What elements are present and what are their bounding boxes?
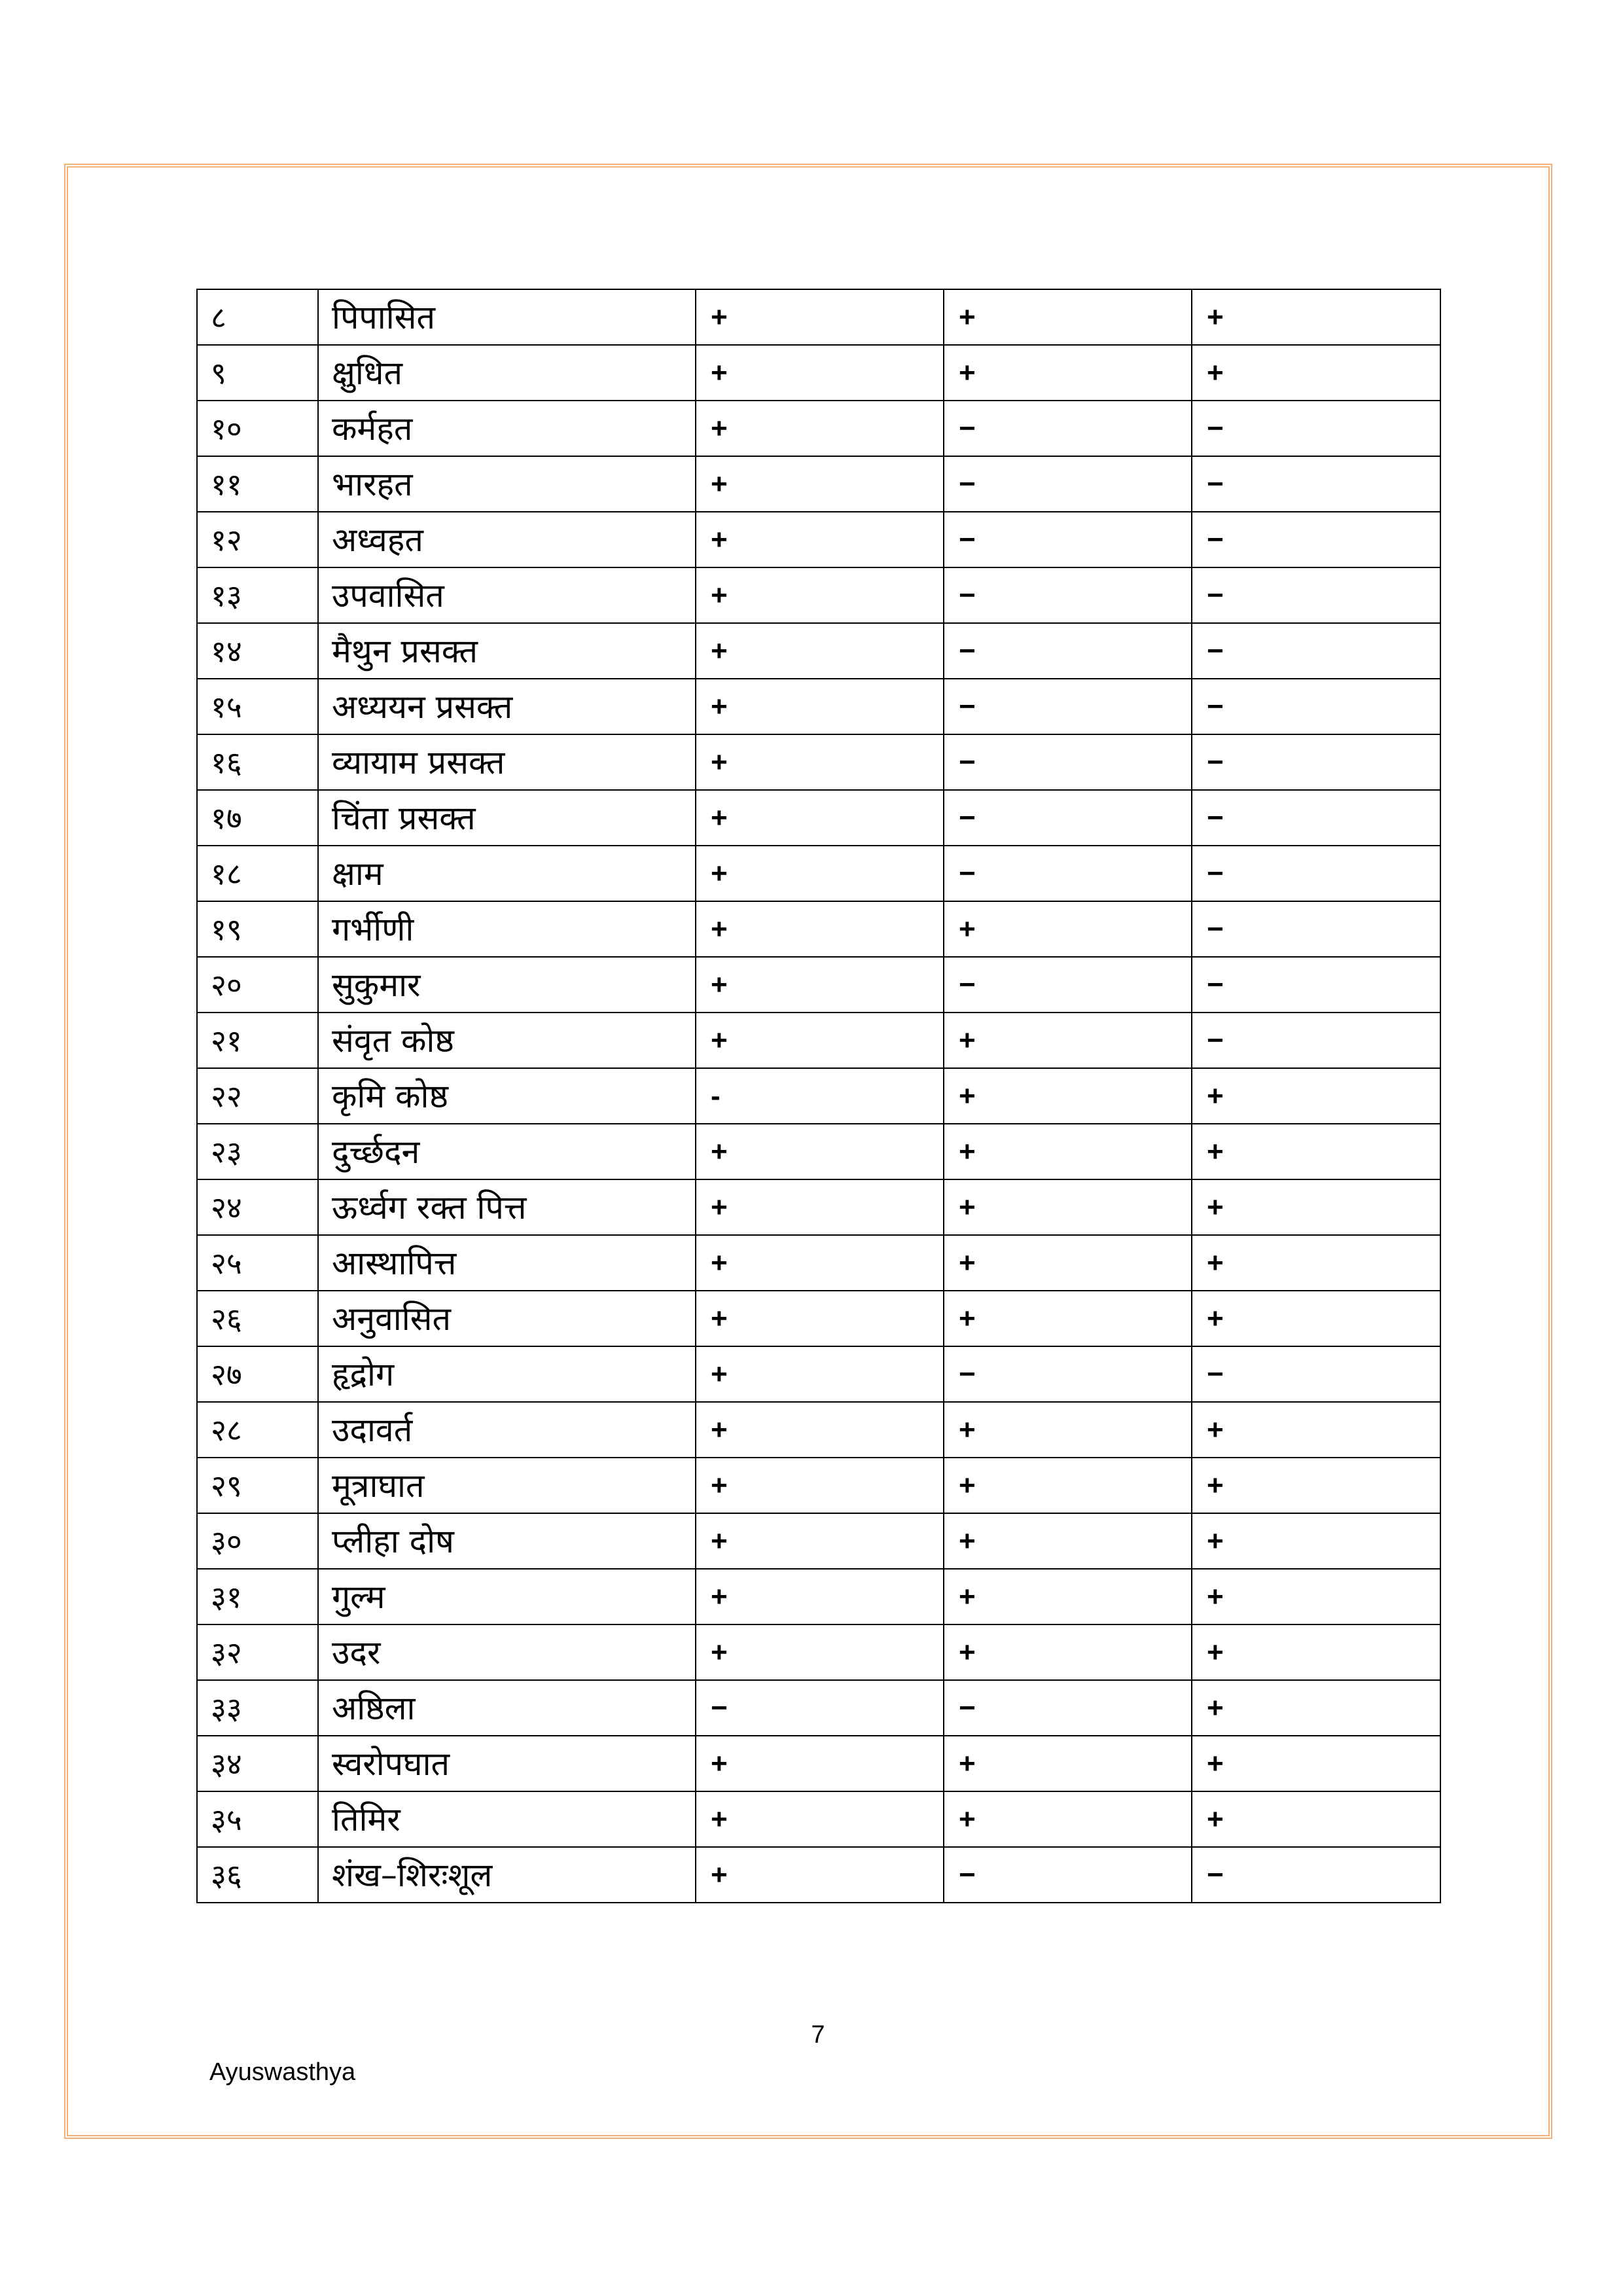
condition-name-cell: उदावर्त xyxy=(318,1402,696,1458)
mark-cell-1: + xyxy=(696,623,944,679)
mark-cell-2: + xyxy=(944,1513,1192,1569)
table-row xyxy=(197,679,1440,734)
condition-name-cell: अध्वहत xyxy=(318,512,696,567)
mark-cell-2: + xyxy=(944,1402,1192,1458)
condition-name-cell: अनुवासित xyxy=(318,1291,696,1346)
mark-cell-3: + xyxy=(1192,1402,1440,1458)
mark-cell-2: − xyxy=(944,790,1192,846)
table-row xyxy=(197,1736,1440,1791)
condition-name-cell: तिमिर xyxy=(318,1791,696,1847)
data-table xyxy=(196,289,1441,1903)
mark-cell-3: − xyxy=(1192,846,1440,901)
mark-cell-1: + xyxy=(696,901,944,957)
mark-cell-3: + xyxy=(1192,1291,1440,1346)
row-number-cell: ८ xyxy=(197,289,318,345)
mark-cell-2: − xyxy=(944,679,1192,734)
mark-cell-3: − xyxy=(1192,790,1440,846)
mark-cell-2: + xyxy=(944,901,1192,957)
condition-name-cell: कृमि कोष्ठ xyxy=(318,1068,696,1124)
condition-name-cell: क्षाम xyxy=(318,846,696,901)
condition-name-cell: गुल्म xyxy=(318,1569,696,1624)
mark-cell-3: + xyxy=(1192,1513,1440,1569)
mark-cell-3: − xyxy=(1192,901,1440,957)
mark-cell-1: + xyxy=(696,289,944,345)
mark-cell-2: + xyxy=(944,1179,1192,1235)
row-number-cell: १५ xyxy=(197,679,318,734)
condition-name-cell: अष्ठिला xyxy=(318,1680,696,1736)
mark-cell-3: + xyxy=(1192,1458,1440,1513)
mark-cell-2: − xyxy=(944,567,1192,623)
mark-cell-1: + xyxy=(696,679,944,734)
table-row xyxy=(197,1291,1440,1346)
mark-cell-3: − xyxy=(1192,623,1440,679)
mark-cell-3: − xyxy=(1192,512,1440,567)
table-row xyxy=(197,846,1440,901)
row-number-cell: २१ xyxy=(197,1013,318,1068)
condition-name-cell: दुर्च्छदन xyxy=(318,1124,696,1179)
condition-name-cell: उपवासित xyxy=(318,567,696,623)
row-number-cell: २३ xyxy=(197,1124,318,1179)
mark-cell-2: − xyxy=(944,623,1192,679)
mark-cell-3: − xyxy=(1192,957,1440,1013)
mark-cell-1: + xyxy=(696,1124,944,1179)
mark-cell-3: + xyxy=(1192,1791,1440,1847)
row-number-cell: ३६ xyxy=(197,1847,318,1903)
mark-cell-1: + xyxy=(696,790,944,846)
mark-cell-2: − xyxy=(944,512,1192,567)
mark-cell-2: − xyxy=(944,456,1192,512)
mark-cell-2: − xyxy=(944,734,1192,790)
mark-cell-1: + xyxy=(696,1179,944,1235)
row-number-cell: २५ xyxy=(197,1235,318,1291)
mark-cell-3: + xyxy=(1192,1624,1440,1680)
mark-cell-3: + xyxy=(1192,289,1440,345)
mark-cell-3: + xyxy=(1192,1068,1440,1124)
mark-cell-1: + xyxy=(696,846,944,901)
mark-cell-2: − xyxy=(944,846,1192,901)
condition-name-cell: गर्भीणी xyxy=(318,901,696,957)
table-row xyxy=(197,1124,1440,1179)
mark-cell-2: + xyxy=(944,1235,1192,1291)
mark-cell-1: + xyxy=(696,1624,944,1680)
mark-cell-3: + xyxy=(1192,1736,1440,1791)
mark-cell-2: + xyxy=(944,1124,1192,1179)
mark-cell-1: + xyxy=(696,1458,944,1513)
row-number-cell: ३५ xyxy=(197,1791,318,1847)
mark-cell-2: + xyxy=(944,345,1192,401)
mark-cell-1: + xyxy=(696,957,944,1013)
table-row xyxy=(197,1513,1440,1569)
row-number-cell: २८ xyxy=(197,1402,318,1458)
mark-cell-3: − xyxy=(1192,734,1440,790)
condition-name-cell: पिपासित xyxy=(318,289,696,345)
mark-cell-2: + xyxy=(944,1791,1192,1847)
mark-cell-1: − xyxy=(696,1680,944,1736)
row-number-cell: २६ xyxy=(197,1291,318,1346)
table-row xyxy=(197,1680,1440,1736)
table-row xyxy=(197,734,1440,790)
footer-text: Ayuswasthya xyxy=(209,2058,356,2086)
row-number-cell: २७ xyxy=(197,1346,318,1402)
mark-cell-1: + xyxy=(696,734,944,790)
condition-name-cell: मैथुन प्रसक्त xyxy=(318,623,696,679)
table-row xyxy=(197,345,1440,401)
condition-name-cell: शंख–शिरःशूल xyxy=(318,1847,696,1903)
table-body xyxy=(197,289,1440,1903)
row-number-cell: ९ xyxy=(197,345,318,401)
table-row xyxy=(197,1179,1440,1235)
mark-cell-3: − xyxy=(1192,456,1440,512)
mark-cell-3: − xyxy=(1192,567,1440,623)
condition-name-cell: कर्महत xyxy=(318,401,696,456)
mark-cell-1: + xyxy=(696,345,944,401)
table-row xyxy=(197,1235,1440,1291)
mark-cell-1: + xyxy=(696,1791,944,1847)
row-number-cell: ३३ xyxy=(197,1680,318,1736)
condition-name-cell: संवृत कोष्ठ xyxy=(318,1013,696,1068)
mark-cell-2: + xyxy=(944,1458,1192,1513)
mark-cell-1: + xyxy=(696,1402,944,1458)
table-row xyxy=(197,401,1440,456)
condition-name-cell: मूत्राघात xyxy=(318,1458,696,1513)
mark-cell-2: + xyxy=(944,1013,1192,1068)
condition-name-cell: ऊर्ध्वग रक्त पित्त xyxy=(318,1179,696,1235)
condition-name-cell: क्षुधित xyxy=(318,345,696,401)
row-number-cell: १४ xyxy=(197,623,318,679)
table-row xyxy=(197,456,1440,512)
mark-cell-3: + xyxy=(1192,1124,1440,1179)
condition-name-cell: प्लीहा दोष xyxy=(318,1513,696,1569)
condition-name-cell: स्वरोपघात xyxy=(318,1736,696,1791)
mark-cell-1: + xyxy=(696,1513,944,1569)
mark-cell-2: − xyxy=(944,1847,1192,1903)
row-number-cell: २९ xyxy=(197,1458,318,1513)
table-row xyxy=(197,1402,1440,1458)
condition-name-cell: उदर xyxy=(318,1624,696,1680)
table-row xyxy=(197,790,1440,846)
mark-cell-1: + xyxy=(696,1235,944,1291)
table-row xyxy=(197,1791,1440,1847)
mark-cell-2: + xyxy=(944,289,1192,345)
page-number: 7 xyxy=(811,2021,825,2049)
row-number-cell: ३४ xyxy=(197,1736,318,1791)
mark-cell-3: − xyxy=(1192,1013,1440,1068)
table-row xyxy=(197,623,1440,679)
mark-cell-1: + xyxy=(696,1346,944,1402)
mark-cell-1: + xyxy=(696,1847,944,1903)
mark-cell-2: + xyxy=(944,1624,1192,1680)
mark-cell-3: − xyxy=(1192,1847,1440,1903)
row-number-cell: १० xyxy=(197,401,318,456)
row-number-cell: १२ xyxy=(197,512,318,567)
mark-cell-2: − xyxy=(944,957,1192,1013)
condition-name-cell: व्यायाम प्रसक्त xyxy=(318,734,696,790)
mark-cell-1: + xyxy=(696,1291,944,1346)
row-number-cell: १८ xyxy=(197,846,318,901)
condition-name-cell: अध्ययन प्रसक्त xyxy=(318,679,696,734)
row-number-cell: ३० xyxy=(197,1513,318,1569)
row-number-cell: २० xyxy=(197,957,318,1013)
condition-name-cell: आस्थापित्त xyxy=(318,1235,696,1291)
mark-cell-2: + xyxy=(944,1068,1192,1124)
mark-cell-3: − xyxy=(1192,1346,1440,1402)
row-number-cell: १७ xyxy=(197,790,318,846)
row-number-cell: १३ xyxy=(197,567,318,623)
mark-cell-2: + xyxy=(944,1291,1192,1346)
table-row xyxy=(197,512,1440,567)
mark-cell-3: − xyxy=(1192,679,1440,734)
mark-cell-1: - xyxy=(696,1068,944,1124)
mark-cell-2: − xyxy=(944,1346,1192,1402)
mark-cell-2: + xyxy=(944,1736,1192,1791)
row-number-cell: १९ xyxy=(197,901,318,957)
mark-cell-2: + xyxy=(944,1569,1192,1624)
mark-cell-1: + xyxy=(696,1736,944,1791)
table-row xyxy=(197,1624,1440,1680)
row-number-cell: ३२ xyxy=(197,1624,318,1680)
table-row xyxy=(197,567,1440,623)
table-row xyxy=(197,1013,1440,1068)
mark-cell-1: + xyxy=(696,401,944,456)
condition-name-cell: भारहत xyxy=(318,456,696,512)
table-row xyxy=(197,289,1440,345)
table-row xyxy=(197,1569,1440,1624)
table-row xyxy=(197,1068,1440,1124)
mark-cell-1: + xyxy=(696,512,944,567)
mark-cell-1: + xyxy=(696,456,944,512)
condition-name-cell: सुकुमार xyxy=(318,957,696,1013)
condition-name-cell: चिंता प्रसक्त xyxy=(318,790,696,846)
mark-cell-3: − xyxy=(1192,401,1440,456)
row-number-cell: ११ xyxy=(197,456,318,512)
row-number-cell: २४ xyxy=(197,1179,318,1235)
mark-cell-1: + xyxy=(696,1013,944,1068)
mark-cell-2: − xyxy=(944,1680,1192,1736)
mark-cell-3: + xyxy=(1192,1680,1440,1736)
mark-cell-3: + xyxy=(1192,1235,1440,1291)
row-number-cell: १६ xyxy=(197,734,318,790)
mark-cell-1: + xyxy=(696,1569,944,1624)
mark-cell-1: + xyxy=(696,567,944,623)
mark-cell-2: − xyxy=(944,401,1192,456)
table-row xyxy=(197,957,1440,1013)
row-number-cell: २२ xyxy=(197,1068,318,1124)
condition-name-cell: हृद्रोग xyxy=(318,1346,696,1402)
mark-cell-3: + xyxy=(1192,1179,1440,1235)
table-row xyxy=(197,1346,1440,1402)
table-row xyxy=(197,901,1440,957)
mark-cell-3: + xyxy=(1192,345,1440,401)
table-row xyxy=(197,1847,1440,1903)
row-number-cell: ३१ xyxy=(197,1569,318,1624)
table-row xyxy=(197,1458,1440,1513)
mark-cell-3: + xyxy=(1192,1569,1440,1624)
